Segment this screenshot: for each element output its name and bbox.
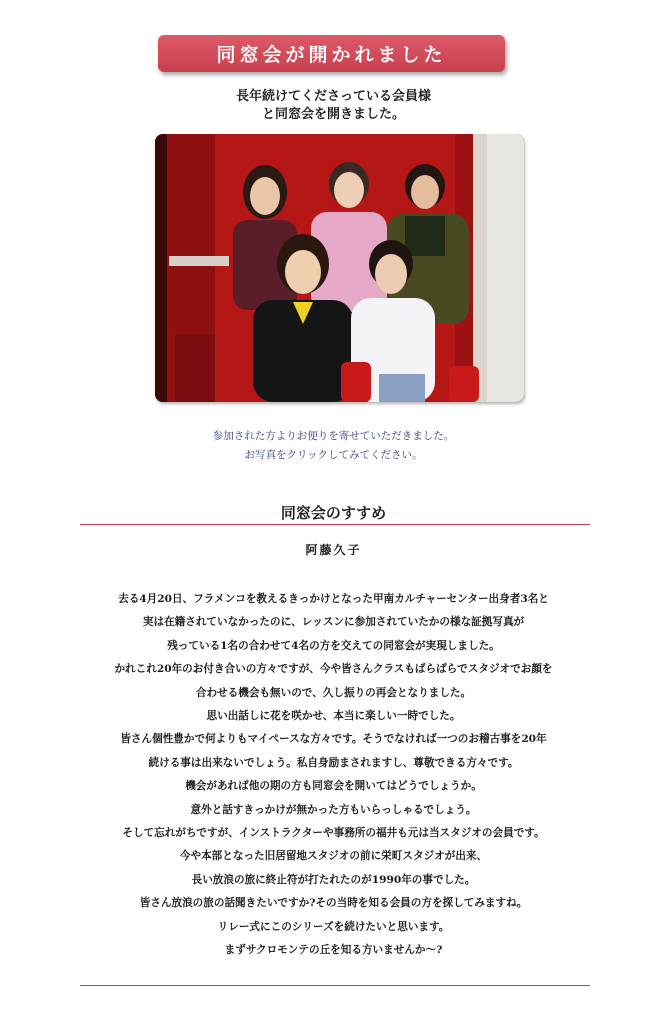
intro-line-2: と同窓会を開きました。 xyxy=(261,107,405,122)
body-line: 長い放浪の旅に終止符が打たれたのが1990年の事でした。 xyxy=(191,873,476,886)
note-line-1: 参加された方よりお便りを寄せていただきました。 xyxy=(212,430,455,442)
intro-line-1: 長年続けてくださっている会員様 xyxy=(235,89,431,104)
body-line: かれこれ20年のお付き合いの方々ですが、今や皆さんクラスもばらばらでスタジオでお顔を xyxy=(114,663,553,676)
body-line: 今や本部となった旧居留地スタジオの前に栄町スタジオが出来、 xyxy=(179,850,488,863)
footer-divider xyxy=(80,985,590,986)
note-line-2: お写真をクリックしてみてください。 xyxy=(244,449,423,461)
body-line: 意外と話すきっかけが無かった方もいらっしゃるでしょう。 xyxy=(190,803,477,816)
page-banner xyxy=(158,35,505,72)
body-line: リレー式にこのシリーズを続けたいと思います。 xyxy=(217,920,450,933)
body-line: そして忘れがちですが、インストラクターや事務所の福井も元は当スタジオの会員です。 xyxy=(122,827,545,840)
body-line: 思い出話しに花を咲かせ、本当に楽しい一時でした。 xyxy=(206,710,461,723)
body-line: 続ける事は出来ないでしょう。私自身励まされますし、尊敬できる方々です。 xyxy=(148,756,519,769)
photo-illustration xyxy=(155,134,524,402)
body-line: 実は在籍されていなかったのに、レッスンに参加されていたかの様な証拠写真が xyxy=(142,616,525,629)
heading-divider xyxy=(80,524,590,525)
body-line: 残っている1名の合わせて4名の方を交えての同窓会が実現しました。 xyxy=(167,639,500,652)
author-name: 阿藤久子 xyxy=(305,543,362,557)
body-line: 機会があれば他の期の方も同窓会を開いてはどうでしょうか。 xyxy=(185,780,482,793)
body-line: まずサクロモンテの丘を知る方いませんか～? xyxy=(224,944,443,957)
reunion-photo[interactable] xyxy=(155,134,524,402)
article-body xyxy=(30,588,637,963)
body-line: 皆さん個性豊かで何よりもマイペースな方々です。そうでなければ一つのお稽古事を20年 xyxy=(120,733,547,746)
body-line: 去る4月20日、フラメンコを教えるきっかけとなった甲南カルチャーセンター出身者3名と xyxy=(118,593,549,605)
body-line: 皆さん放浪の旅の話聞きたいですか?その当時を知る会員の方を探してみますね。 xyxy=(139,897,528,910)
section-heading: 同窓会のすすめ xyxy=(280,504,387,522)
body-line: 合わせる機会も無いので、久し振りの再会となりました。 xyxy=(195,686,472,699)
banner-title: 同窓会が開かれました xyxy=(216,44,447,66)
